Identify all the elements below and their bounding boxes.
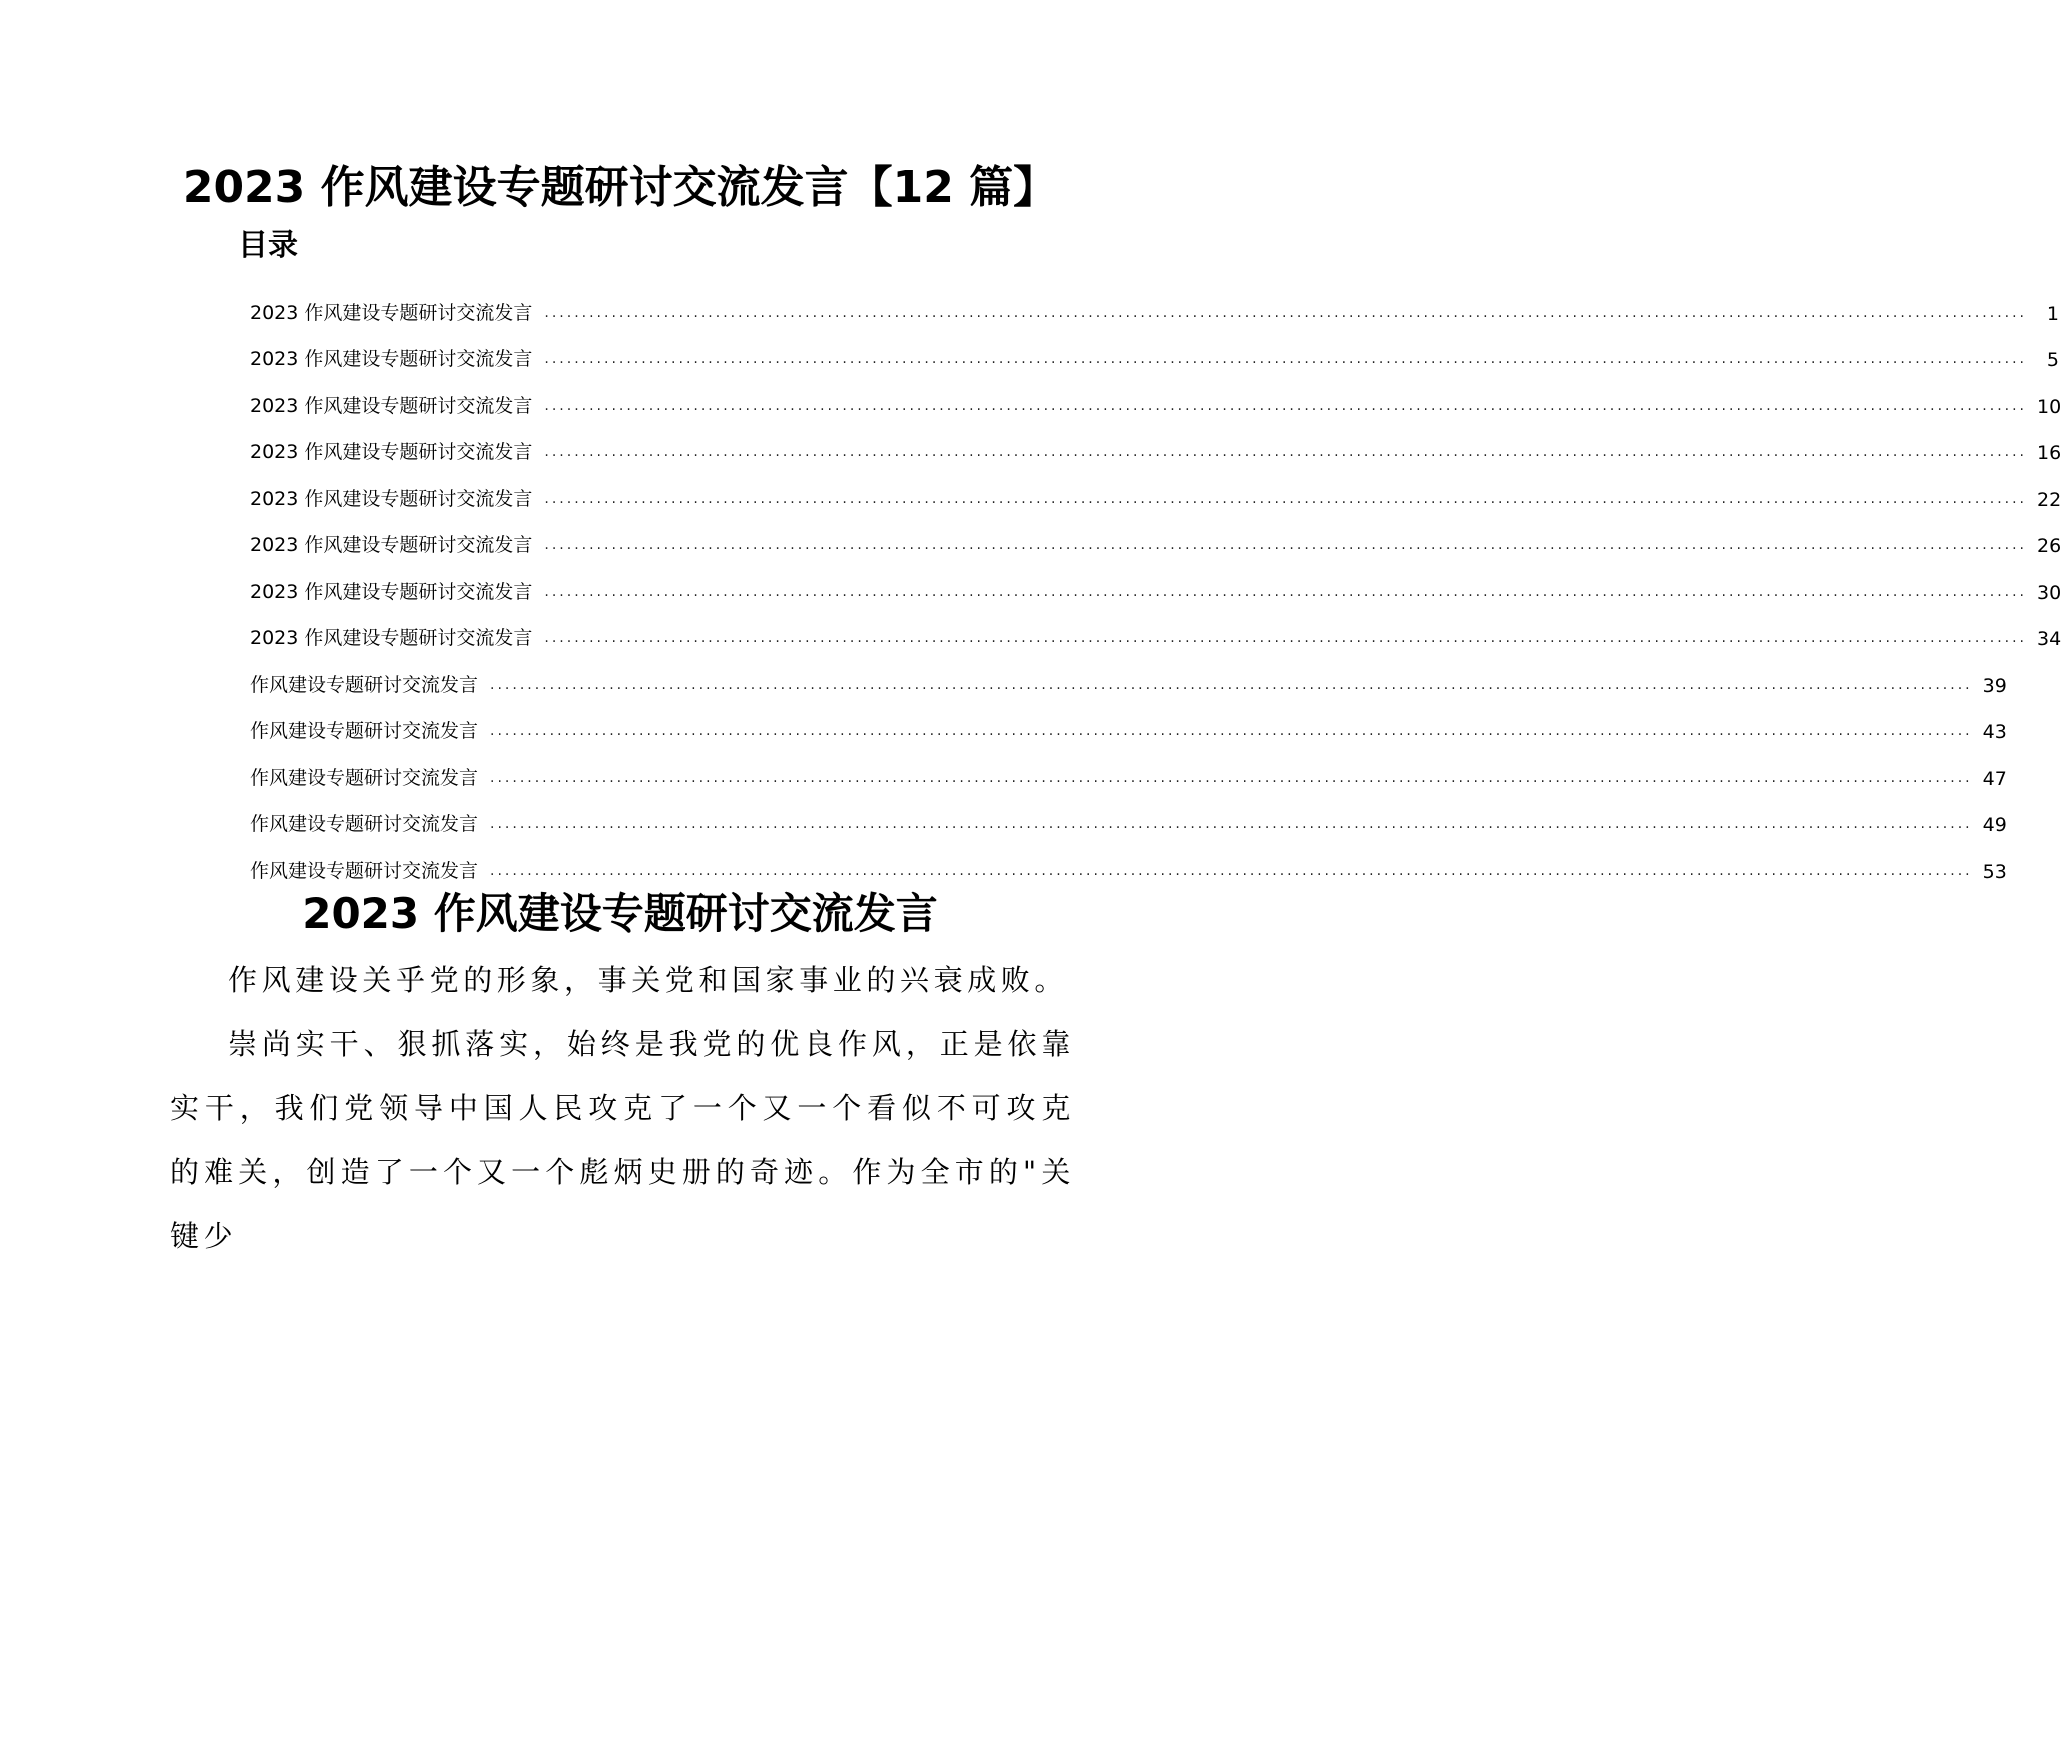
toc-entry-title: 作风建设专题研讨交流发言 <box>250 859 479 882</box>
toc-entry-page: 22 <box>2037 488 2061 511</box>
paragraph: 崇尚实干、狠抓落实，始终是我党的优良作风，正是依靠实干，我们党领导中国人民攻克了一个又一个看似不可攻克的难关，创造了一个又一个彪炳史册的奇迹。作为全市的"关键少 <box>170 1027 1075 1253</box>
toc-entry[interactable] <box>250 325 2059 372</box>
toc-dot-leader: ....................................................................................................................................................................................................... <box>544 537 2027 553</box>
toc-dot-leader: ....................................................................................................................................................................................................... <box>490 769 1973 786</box>
toc-entry-title: 作风建设专题研讨交流发言 <box>250 813 479 835</box>
toc-entry-page: 39 <box>1982 674 2007 697</box>
body-text <box>170 948 1075 1268</box>
toc-entry-title: 2023 作风建设专题研讨交流发言 <box>250 348 533 370</box>
toc-entry-title: 2023 作风建设专题研讨交流发言 <box>250 301 533 324</box>
toc-dot-leader: ....................................................................................................................................................................................................... <box>544 304 2027 321</box>
toc-entry-page: 26 <box>2037 535 2061 557</box>
toc-entry-page: 5 <box>2046 349 2059 371</box>
toc-entry-page: 1 <box>2046 302 2059 325</box>
toc-dot-leader: ....................................................................................................................................................................................................... <box>490 816 1973 832</box>
toc-dot-leader: ....................................................................................................................................................................................................... <box>490 723 1973 739</box>
toc-dot-leader: ....................................................................................................................................................................................................... <box>544 444 2027 460</box>
toc-entry[interactable] <box>250 464 2061 511</box>
toc-entry-title: 2023 作风建设专题研讨交流发言 <box>250 394 533 417</box>
toc-entry-title: 2023 作风建设专题研讨交流发言 <box>250 441 533 463</box>
toc-dot-leader: ....................................................................................................................................................................................................... <box>490 676 1973 693</box>
toc-entry[interactable] <box>250 604 2061 651</box>
toc-heading: 目录 <box>238 228 298 263</box>
toc-dot-leader: ....................................................................................................................................................................................................... <box>544 630 2027 646</box>
table-of-contents <box>250 278 2061 883</box>
toc-entry-title: 2023 作风建设专题研讨交流发言 <box>250 627 533 649</box>
toc-entry-page: 10 <box>2037 395 2061 418</box>
toc-entry-title: 作风建设专题研讨交流发言 <box>250 720 479 742</box>
toc-entry[interactable] <box>250 557 2061 604</box>
toc-entry[interactable] <box>250 371 2061 418</box>
toc-entry-page: 53 <box>1982 860 2007 883</box>
section-title: 2023 作风建设专题研讨交流发言 <box>302 889 938 938</box>
toc-entry-page: 47 <box>1982 767 2007 790</box>
toc-dot-leader: ....................................................................................................................................................................................................... <box>544 490 2027 507</box>
toc-entry-page: 43 <box>1982 721 2007 743</box>
toc-entry[interactable] <box>250 697 2007 744</box>
toc-entry[interactable] <box>250 836 2007 883</box>
toc-dot-leader: ....................................................................................................................................................................................................... <box>544 351 2027 367</box>
toc-entry-title: 2023 作风建设专题研讨交流发言 <box>250 534 533 556</box>
toc-dot-leader: ....................................................................................................................................................................................................... <box>490 862 1973 879</box>
toc-entry-page: 16 <box>2037 442 2061 464</box>
toc-entry-title: 2023 作风建设专题研讨交流发言 <box>250 580 533 603</box>
toc-entry-title: 作风建设专题研讨交流发言 <box>250 766 479 789</box>
toc-dot-leader: ....................................................................................................................................................................................................... <box>544 583 2027 600</box>
toc-entry-page: 30 <box>2037 581 2061 604</box>
toc-entry[interactable] <box>250 650 2007 697</box>
toc-entry-title: 作风建设专题研讨交流发言 <box>250 673 479 696</box>
toc-entry[interactable] <box>250 278 2059 325</box>
toc-entry-page: 34 <box>2037 628 2061 650</box>
toc-entry[interactable] <box>250 511 2061 558</box>
toc-entry[interactable] <box>250 790 2007 837</box>
toc-dot-leader: ....................................................................................................................................................................................................... <box>544 397 2027 414</box>
toc-entry[interactable] <box>250 418 2061 465</box>
toc-entry-title: 2023 作风建设专题研讨交流发言 <box>250 487 533 510</box>
toc-entry-page: 49 <box>1982 814 2007 836</box>
document-title: 2023 作风建设专题研讨交流发言【12 篇】 <box>182 162 1058 213</box>
toc-entry[interactable] <box>250 743 2007 790</box>
paragraph: 作风建设关乎党的形象，事关党和国家事业的兴衰成败。 <box>228 963 1069 997</box>
